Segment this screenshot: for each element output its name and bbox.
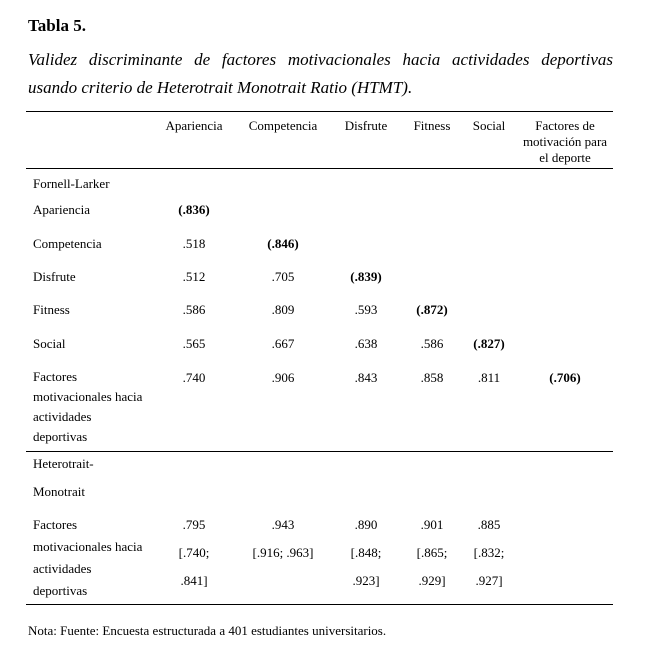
table-note: Nota: Fuente: Encuesta estructurada a 401 estudiantes universitarios. (28, 623, 387, 638)
cell-fitness-competencia: .809 (271, 302, 295, 317)
htmt-apariencia-value: .795 (182, 517, 206, 532)
bottom-rule (26, 604, 613, 605)
cell-disfrute-apariencia: .512 (182, 269, 206, 284)
cell-social-disfrute: .638 (354, 336, 378, 351)
htmt-social-ci-close: .927] (475, 573, 503, 588)
section-htmt-line2: Monotrait (33, 484, 85, 499)
top-rule (26, 111, 613, 112)
htmt-disfrute-ci-close: .923] (352, 573, 380, 588)
row-label-competencia: Competencia (33, 236, 102, 251)
section-htmt-line1: Heterotrait- (33, 456, 94, 471)
cell-fitness-fitness: (.872) (416, 302, 448, 317)
section-rule (26, 451, 613, 452)
htmt-apariencia-ci-close: .841] (180, 573, 208, 588)
col-header-social: Social (472, 118, 506, 133)
cell-social-apariencia: .565 (182, 336, 206, 351)
cell-competencia-competencia: (.846) (267, 236, 299, 251)
cell-disfrute-competencia: .705 (271, 269, 295, 284)
htmt-competencia-value: .943 (271, 517, 295, 532)
htmt-fitness-value: .901 (420, 517, 444, 532)
htmt-social-value: .885 (477, 517, 501, 532)
col-header-fitness: Fitness (413, 118, 451, 133)
cell-fitness-apariencia: .586 (182, 302, 206, 317)
cell-factores-social: .811 (477, 370, 501, 385)
col-header-factores: Factores de motivación para el deporte (522, 118, 608, 165)
htmt-disfrute-ci-open: [.848; (350, 545, 382, 560)
cell-social-competencia: .667 (271, 336, 295, 351)
cell-factores-fitness: .858 (420, 370, 444, 385)
table-caption: Validez discriminante de factores motivacionales hacia actividades deportivas usando criterio de Heterotrait Monotrait Ratio (HTMT). (28, 50, 613, 97)
htmt-competencia-ci: [.916; .963] (252, 545, 314, 560)
header-rule (26, 168, 613, 169)
htmt-fitness-ci-open: [.865; (416, 545, 448, 560)
cell-factores-factores: (.706) (549, 370, 581, 385)
cell-factores-apariencia: .740 (182, 370, 206, 385)
htmt-apariencia-ci-open: [.740; (178, 545, 210, 560)
cell-fitness-disfrute: .593 (354, 302, 378, 317)
row-label-apariencia: Apariencia (33, 202, 91, 217)
row-label-fitness: Fitness (33, 302, 70, 317)
cell-factores-competencia: .906 (271, 370, 295, 385)
cell-competencia-apariencia: .518 (182, 236, 206, 251)
col-header-apariencia: Apariencia (165, 118, 223, 133)
cell-factores-disfrute: .843 (354, 370, 378, 385)
col-header-disfrute: Disfrute (344, 118, 388, 133)
row-label-factores: Factores motivacionales hacia actividades deportivas (33, 369, 143, 444)
col-header-competencia: Competencia (248, 118, 318, 133)
row-label-social: Social (33, 336, 66, 351)
htmt-social-ci-open: [.832; (473, 545, 505, 560)
cell-social-fitness: .586 (420, 336, 444, 351)
row-label-disfrute: Disfrute (33, 269, 76, 284)
section-fornell-larker: Fornell-Larker (33, 176, 110, 191)
cell-apariencia-apariencia: (.836) (178, 202, 210, 217)
cell-disfrute-disfrute: (.839) (350, 269, 382, 284)
table-number: Tabla 5. (28, 16, 86, 35)
htmt-disfrute-value: .890 (354, 517, 378, 532)
cell-social-social: (.827) (473, 336, 505, 351)
htmt-row-label: Factores motivacionales hacia actividades deportivas (33, 517, 143, 598)
htmt-fitness-ci-close: .929] (418, 573, 446, 588)
